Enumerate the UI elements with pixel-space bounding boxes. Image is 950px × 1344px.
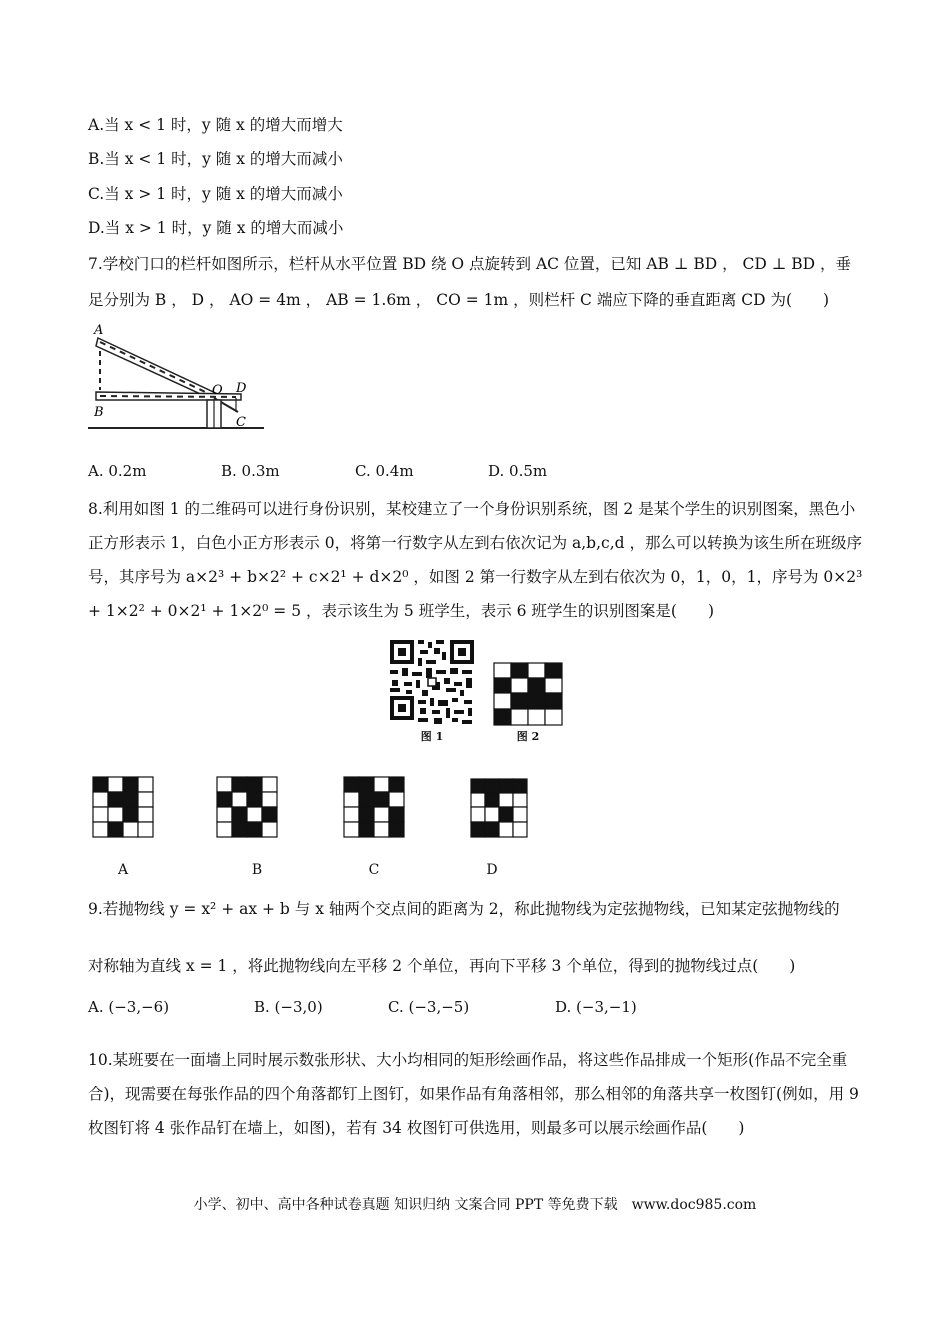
q7-option-d: D. 0.5m — [488, 462, 548, 480]
q9-stem-line1: 9.若抛物线 y = x² + ax + b 与 x 轴两个交点间的距离为 2，称此抛物线为定弦抛物线，已知某定弦抛物线的 — [88, 900, 840, 918]
q9-option-c: C. (−3,−5) — [388, 998, 470, 1016]
q7-fig-label-b: B — [94, 405, 104, 420]
q9-option-b: B. (−3,0) — [254, 998, 323, 1016]
q7-option-a: A. 0.2m — [88, 462, 147, 480]
q8-fig1-caption: 图 1 — [420, 730, 444, 743]
q8-option-a-pattern[interactable] — [92, 776, 154, 838]
q8-fig2-pattern — [493, 662, 563, 726]
q8-option-d-label: D — [486, 862, 498, 878]
q8-option-c-pattern[interactable] — [343, 776, 405, 838]
q9-option-a: A. (−3,−6) — [88, 998, 170, 1016]
q8-option-d-pattern[interactable] — [470, 778, 528, 838]
q8-option-b-pattern[interactable] — [216, 776, 278, 838]
q7-option-b: B. 0.3m — [221, 462, 280, 480]
q8-option-b-label: B — [251, 862, 263, 878]
q7-option-c: C. 0.4m — [355, 462, 414, 480]
q7-stem-line2: 足分别为 B ， D ， AO = 4m ， AB = 1.6m ， CO = 1m ，则栏杆 C 端应下降的垂直距离 CD 为( ) — [88, 291, 830, 309]
q7-fig-label-d: D — [236, 381, 247, 396]
q6-option-c: C.当 x > 1 时，y 随 x 的增大而减小 — [88, 185, 343, 203]
q7-barrier-figure — [86, 318, 268, 436]
q6-option-a: A.当 x < 1 时，y 随 x 的增大而增大 — [88, 116, 343, 134]
q6-option-d: D.当 x > 1 时，y 随 x 的增大而减小 — [88, 219, 344, 237]
q6-option-b: B.当 x < 1 时，y 随 x 的增大而减小 — [88, 150, 343, 168]
q8-fig2-caption: 图 2 — [516, 730, 540, 743]
q9-option-d: D. (−3,−1) — [555, 998, 637, 1016]
q8-stem: 8.利用如图 1 的二维码可以进行身份识别，某校建立了一个身份识别系统，图 2 是某个学生的识别图案，黑色小正方形表示 1，白色小正方形表示 0，将第一行数字从左到右依次记为 a,b,c,d ，那么可以转换为该生所在班级序号，其序号为 a×2³ + b×2² + c×2¹ + d×2⁰ ，如图 2 第一行数字从左到右依次为 0，1，0，1，序号为 0×2³ + 1×2² + 0×2¹ + 1×2⁰ = 5 ，表示该生为 5 班学生，表示 6 班学生的识别图案是( ) — [88, 500, 863, 620]
q7-stem-line1: 7.学校门口的栏杆如图所示，栏杆从水平位置 BD 绕 O 点旋转到 AC 位置，已知 AB ⊥ BD ， CD ⊥ BD ，垂 — [88, 255, 852, 273]
q7-fig-label-o: O — [212, 383, 223, 398]
page-footer: 小学、初中、高中各种试卷真题 知识归纳 文案合同 PPT 等免费下载 www.doc985.com — [193, 1197, 757, 1213]
q10-stem: 10.某班要在一面墙上同时展示数张形状、大小均相同的矩形绘画作品，将这些作品排成一个矩形(作品不完全重合)，现需要在每张作品的四个角落都钉上图钉，如果作品有角落相邻，那么相邻的角落共享一枚图钉(例如，用 9 枚图钉将 4 张作品钉在墙上，如图)，若有 34 枚图钉可供选用，则最多可以展示绘画作品( ) — [88, 1051, 859, 1137]
q8-option-c-label: C — [368, 862, 380, 878]
q7-fig-label-a: A — [94, 323, 104, 338]
q9-stem-line2: 对称轴为直线 x = 1 ，将此抛物线向左平移 2 个单位，再向下平移 3 个单位，得到的抛物线过点( ) — [88, 957, 796, 975]
q8-qr-code-figure — [388, 638, 476, 728]
q8-option-a-label: A — [117, 862, 129, 878]
q7-fig-label-c: C — [236, 415, 246, 430]
